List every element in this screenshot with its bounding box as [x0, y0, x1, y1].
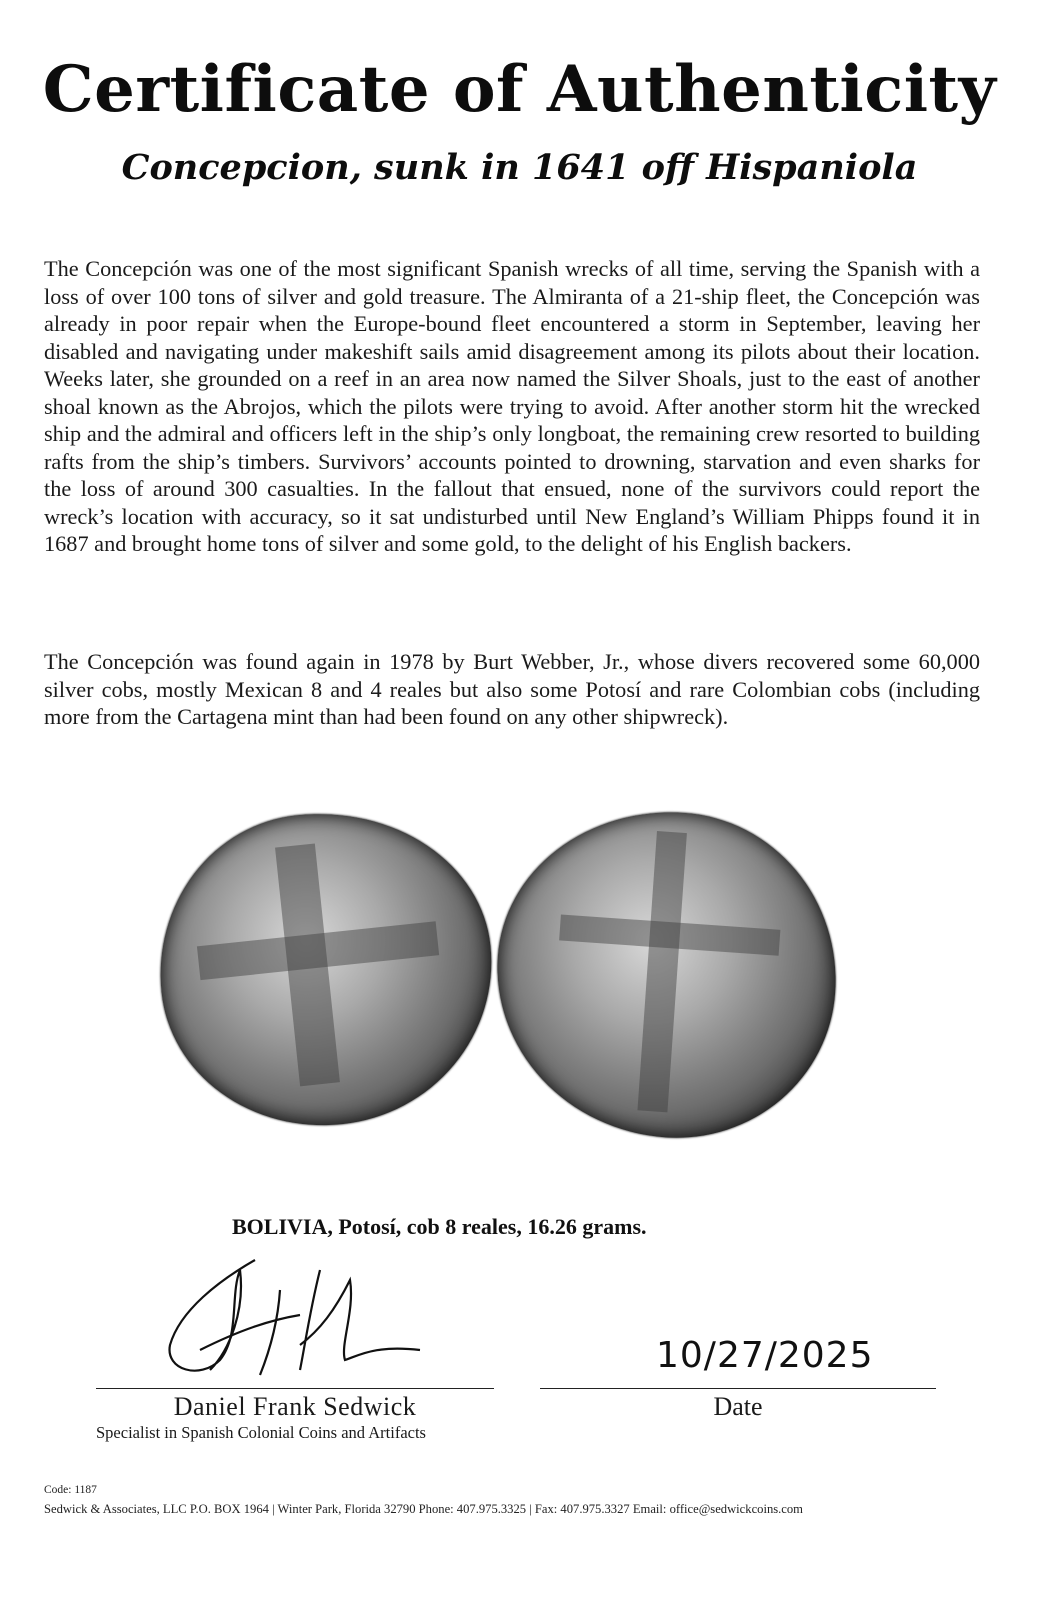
history-paragraph-2: The Concepción was found again in 1978 by Burt Webber, Jr., whose divers recovered some 60,000 silver cobs, mostly Mexican 8 and 4 reales but also some Potosí and rare Colombian cobs (including more from the Cartagena mint than had been found on any other shipwreck).: [44, 649, 980, 729]
signature-line: [96, 1388, 494, 1389]
date-label: Date: [713, 1392, 763, 1421]
certificate-title: Certificate of Authenticity: [42, 52, 997, 127]
coin-description: BOLIVIA, Potosí, cob 8 reales, 16.26 grams.: [232, 1214, 647, 1239]
footer-contact-info: Sedwick & Associates, LLC P.O. BOX 1964 | Winter Park, Florida 32790 Phone: 407.975.3325 | Fax: 407.975.3327 Email: office@sedwickcoins.com: [44, 1502, 803, 1516]
history-paragraph-1: The Concepción was one of the most significant Spanish wrecks of all time, serving the Spanish with a loss of over 100 tons of silver and gold treasure. The Almiranta of a 21-ship fleet, the Concepción was already in poor repair when the Europe-bound fleet encountered a storm in September, leaving her disabled and navigating under makeshift sails amid disagreement among its pilots about their location. Weeks later, she grounded on a reef in an area now named the Silver Shoals, just to the east of another shoal known as the Abrojos, which the pilots were trying to avoid. After another storm hit the wrecked ship and the admiral and officers left in the ship’s only longboat, the remaining crew resorted to building rafts from the ship’s timbers. Survivors’ accounts pointed to drowning, starvation and even sharks for the loss of around 300 casualties. In the fallout that ensued, none of the survivors could report the wreck’s location with accuracy, so it sat undisturbed until New England’s William Phipps found it in 1687 and brought home tons of silver and some gold, to the delight of his English backers.: [44, 256, 980, 556]
signer-name: Daniel Frank Sedwick: [173, 1392, 417, 1421]
date-line: [540, 1388, 936, 1389]
signer-title: Specialist in Spanish Colonial Coins and Artifacts: [96, 1423, 426, 1442]
certificate-subtitle: Concepcion, sunk in 1641 off Hispaniola: [121, 147, 918, 188]
coin-obverse-image: [145, 797, 508, 1142]
coin-reverse-image: [486, 801, 847, 1149]
signature-image: [160, 1250, 440, 1390]
certificate-code: Code: 1187: [44, 1484, 97, 1496]
date-value: 10/27/2025: [656, 1335, 874, 1376]
